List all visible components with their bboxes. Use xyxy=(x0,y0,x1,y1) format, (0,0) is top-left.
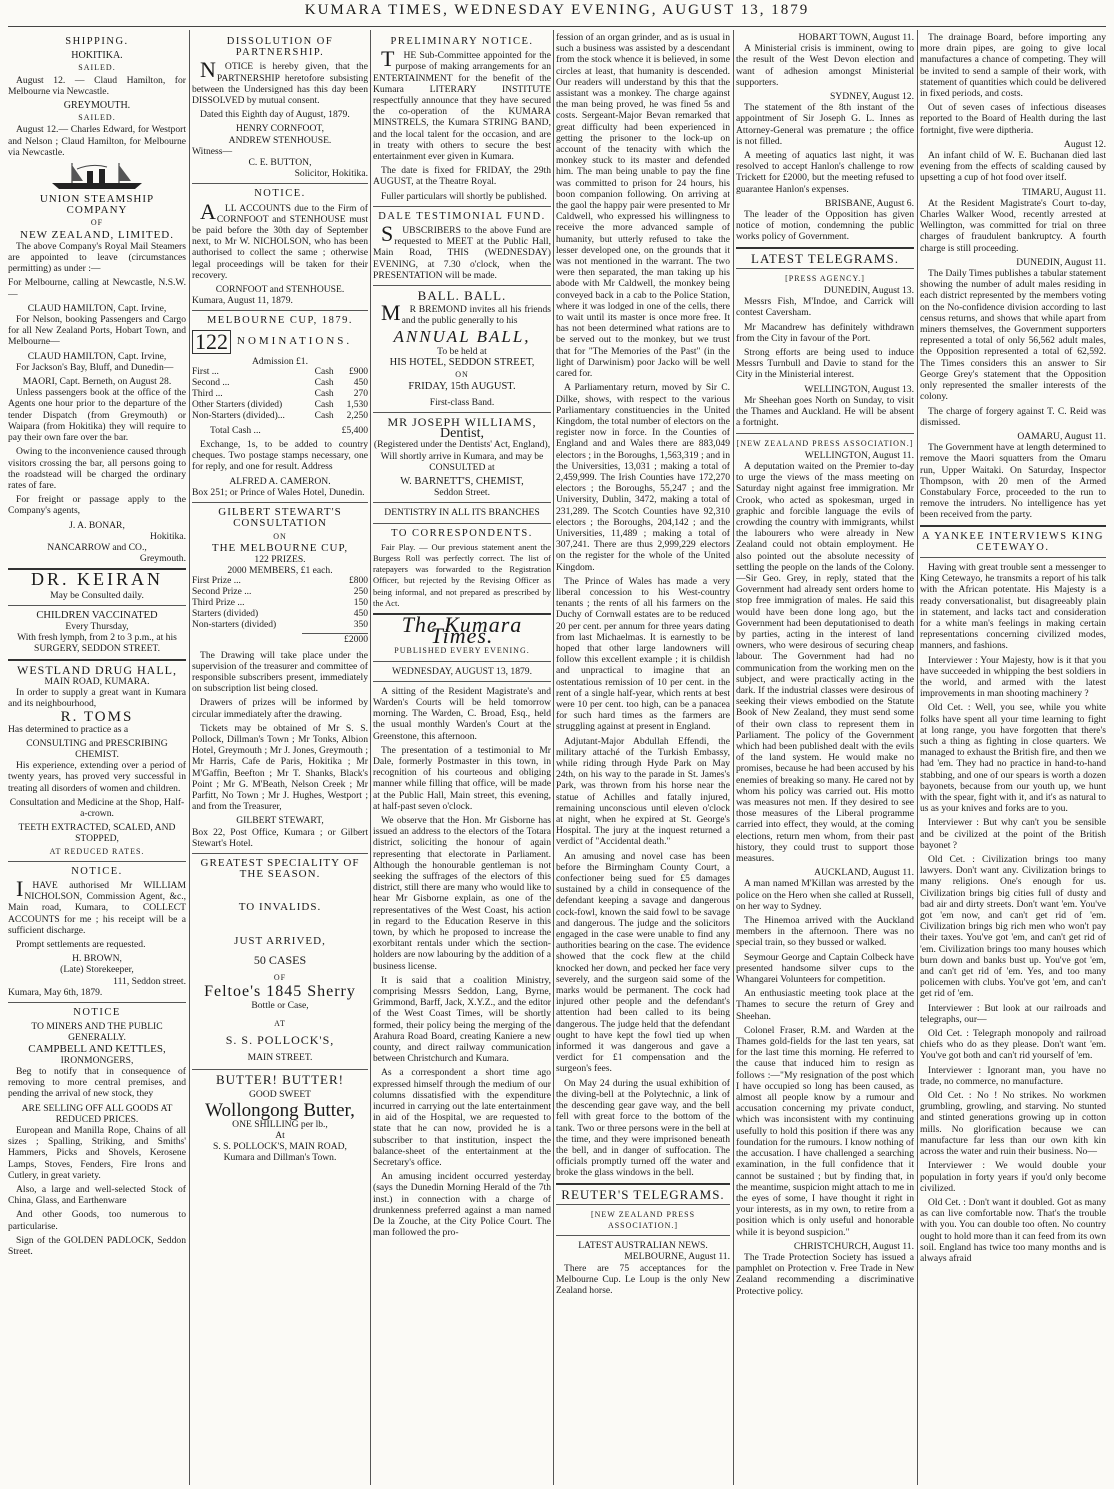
gprize-label: Non-starters (divided) xyxy=(192,620,277,631)
cameron-address: Box 251; or Prince of Wales Hotel, Dunedin. xyxy=(192,486,365,498)
bonar: J. A. BONAR, xyxy=(69,519,125,531)
divider xyxy=(192,183,368,184)
column-divider xyxy=(370,30,371,1485)
notice-heading: NOTICE. xyxy=(71,865,123,877)
masthead: KUMARA TIMES, WEDNESDAY EVENING, AUGUST 13, 1879 xyxy=(304,2,810,18)
telegram-paragraph: Mr Macandrew has definitely withdrawn from the City in favour of the Port. xyxy=(736,321,914,344)
consulting-chemist: CONSULTING and PRESCRIBING CHEMIST. xyxy=(26,737,168,760)
gilbert-prize-table xyxy=(192,576,368,631)
prize-row xyxy=(192,400,368,411)
shipping-heading: SHIPPING. xyxy=(65,36,129,47)
dunedin-dateline: DUNEDIN, August 11. xyxy=(1016,256,1106,268)
published-label: PUBLISHED EVERY EVENING. xyxy=(394,646,530,656)
telegram-paragraph: Out of seven cases of infectious diseases reported to the Board of Health during the last fortnight, five were diptheria. xyxy=(920,102,1106,136)
melbourne-dateline: MELBOURNE, August 11. xyxy=(624,1251,730,1263)
divider xyxy=(736,268,914,269)
invalids-heading: TO INVALIDS. xyxy=(238,901,322,914)
greatest-heading: GREATEST SPECIALITY OF THE SEASON. xyxy=(200,856,360,881)
dentistry: DENTISTRY IN ALL ITS BRANCHES xyxy=(384,507,540,519)
button-name: C. E. BUTTON, xyxy=(248,157,312,169)
toms-paragraph: Consultation and Medicine at the Shop, Half-a-crown. xyxy=(9,796,185,819)
telegram-paragraph: Colonel Fraser, R.M. and Warden at the Thames gold-fields for the last ten years, sat for the last time this morning. He referred to the cause that induced him to resign as follows :—"My resignation of the post which I have occupied so long has been caused, as almost all people know by a rumour and accusation concerning my private conduct, which was inconsistent with my continuing usefully to hold this position if there was any foundation for the rumours. I know nothing of the accusation. I have challenged a searching examination, in the full confidence that it cannot be sustained ; but by finding that, in the meantime, suspicion might attach to me in the eyes of some, I have thought it right in your interests, as in my own, to retire from a position which is only useful and honorable while it is beyond suspicion." xyxy=(736,1024,914,1238)
notice2-paragraph: ALL ACCOUNTS due to the Firm of CORNFOOT and STENHOUSE must be paid before the 30th day of September next, to Mr W. NICHOLSON, who has been authorised to collect the same ; otherwise legal proceedings will be taken for their recovery. xyxy=(192,198,368,281)
wellington-dateline: WELLINGTON, August 13. xyxy=(804,383,914,395)
miners-sub: TO MINERS AND THE PUBLIC GENERALLY. xyxy=(31,1021,163,1044)
barnett: W. BARNETT'S, CHEMIST, xyxy=(400,475,524,487)
teeth-extracted: TEETH EXTRACTED, SCALED, AND STOPPED, xyxy=(18,822,176,845)
claud-hamilton: CLAUD HAMILTON, Capt. Irvine, xyxy=(27,302,167,314)
cup-prize-table xyxy=(192,367,368,422)
melbourne-paragraph: There are 75 acceptances for the Melbourne Cup. Le Loup is the only New Zealand horse. xyxy=(556,1262,730,1296)
total-row xyxy=(192,425,368,436)
vaccinated: CHILDREN VACCINATED xyxy=(36,609,158,621)
prize-label: Third ... xyxy=(192,388,223,399)
notice2-date: Kumara, August 11, 1879. xyxy=(192,295,293,307)
brown-name: H. BROWN, xyxy=(72,953,122,965)
article-paragraph: A sitting of the Resident Magistrate's and Warden's Courts will be held tomorrow morning. The Warden, C. Broad, Esq., held the usual monthly Warden's Court at the Greenstone, this afternoon. xyxy=(373,685,551,742)
interview-paragraph: Interviewer : But why can't you be sensible and be civilized at the point of the British bayonet ? xyxy=(920,817,1106,851)
brown-date: Kumara, May 6th, 1879. xyxy=(8,986,103,998)
usc-paragraph: For Jackson's Bay, Bluff, and Dunedin— xyxy=(16,361,174,373)
gprize-amt: 450 xyxy=(353,609,368,620)
tickets-paragraph: Tickets may be obtained of Mr S. S. Pollock, Dillman's Town ; Mr Tonks, Albion Hotel, Greymouth ; Mr J. Jones, Greymouth ; Mr Harris, Cafe de Paris, Hokitika ; Mr M'Gaffin, Beefton ; Mr T. Shanks, Black's Point ; Mr G. M'Beath, Nelson Creek ; Mr Parfitt, No Town ; Mr J. Hughes, Westport ; and from the Treasurer, xyxy=(192,722,368,813)
pollock: S. S. POLLOCK'S, xyxy=(225,1032,335,1047)
usc-paragraph: Owing to the inconvenience caused through visitors crossing the bar, all persons going to the roadstead will be charged the ordinary rates of fare. xyxy=(8,446,186,491)
telegram-paragraph: The Trade Protection Society has issued a pamphlet on Protection v. Free Trade in New Zealand recommending a discriminative Protective policy. xyxy=(736,1251,914,1297)
gprize-label: First Prize ... xyxy=(192,576,241,587)
interview-paragraph: Old Cet. : Well, you see, while you white folks have spent all your time learning to fight at long range, you have forgotten that there's such a thing as fighting in close quarters. We managed to exhaust the British fire, and then we had 'em. They had no practice in hand-to-hand stabbing, and one of our spears is worth a dozen bayonets, because from our youth up, we hunt with the spear, fight with it, and it's as natural to us as your knives and forks are to you. xyxy=(920,702,1106,815)
interview-paragraph: Old Cet. : Telegraph monopoly and railroad chiefs who do as they please. Don't want 'em. You've got both and can't rid yourself of 'em. xyxy=(920,1028,1106,1062)
article-paragraph: We observe that the Hon. Mr Gisborne has issued an address to the electors of the Totara district, soliciting the honour of again representing that electorate in Parliament. Although the honourable gentleman is not seeking the suffrages of the electors of this district, still there are many who would like to hear Mr Gisborne explain, as one of the representatives of the West Coast, his action in regard to the Education Reserve in this town, by which he proposed to increase the exorbitant rentals under which the section-holders are now labouring by the addition of a business license. xyxy=(373,814,551,972)
interview-paragraph: Old Cet. : No ! No strikes. No workmen grumbling, growling, and starving. No stunted and stinted generations growing up in cotton mills. No glorification because we can manufacture far less than our own kith kin across the water and ruin their business. No— xyxy=(920,1090,1106,1158)
toms-paragraph: Has determined to practice as a xyxy=(8,723,129,735)
telegram-paragraph: The statement of the 8th instant of the appointment of Sir Joseph G. L. Innes as Attorney-General was premature ; the office is not filled. xyxy=(736,102,914,147)
nzpa-label: [NEW ZEALAND PRESS ASSOCIATION.] xyxy=(736,438,914,448)
divider xyxy=(373,412,551,413)
drawing-paragraph: The Drawing will take place under the supervision of the treasurer and committee of responsible subscribers present, immediately on subscription list being closed. xyxy=(192,649,368,695)
timaru-dateline: TIMARU, August 11. xyxy=(1022,186,1106,198)
keiran-sub: May be Consulted daily. xyxy=(50,589,144,601)
column-1 xyxy=(8,32,186,1484)
interview-paragraph: Having with great trouble sent a messenger to King Cetewayo, he transmits a report of his talk with the African potentate. His Majesty is a ready conversationalist, but disagreeably plain in statement, and lacks tact and consideration for a white man's feelings in making certain representations concerning civilized modes, manners, and fashions. xyxy=(920,561,1106,652)
hokitika-heading: HOKITIKA. xyxy=(71,50,123,62)
toms-paragraph: His experience, extending over a period of twenty years, has proved very successful in treating all disorders of women and children. xyxy=(8,760,186,794)
exchange-paragraph: Exchange, 1s, to be added to country cheques. Two postage stamps necessary, one for reply, and one for result. Address xyxy=(192,439,368,473)
divider xyxy=(373,206,551,207)
nzpa-label: [NEW ZEALAND PRESS ASSOCIATION.] xyxy=(590,1209,696,1230)
maori: MAORI, Capt. Berneth, on August 28. xyxy=(22,376,172,388)
divider xyxy=(8,605,186,606)
westland-heading: WESTLAND DRUG HALL, xyxy=(17,662,177,677)
divider xyxy=(192,853,368,854)
usc-paragraph: For Melbourne, calling at Newcastle, N.S.W.— xyxy=(8,277,186,300)
dissolution-date: Dated this Eighth day of August, 1879. xyxy=(200,109,350,121)
telegram-paragraph: The Government have at length determined to remove the Maori squatters from the Omaru run, Upper Waitaki. On Saturday, Inspector Thompson, with 20 men of the Armed Constabulary Force, proceeded to the run to remove the intruders. No intelligence has yet been received from the party. xyxy=(920,442,1106,521)
telegram-paragraph: Seymour George and Captain Colbeck have presented handsome silver cups to the Whangarei Volunteers for competition. xyxy=(736,951,914,986)
article-paragraph: Adjutant-Major Abdullah Effendi, the military attaché of the Turkish Embassy, while riding through Hyde Park on May 24th, on his way to the parade in St. James's Park, was thrown from his horse near the statue of Achilles and fatally injured, remaining unconscious until eleven o'clock at night, when he expired at St. George's Hospital. The jury at the inquest returned a verdict of "Accidental death." xyxy=(556,735,730,848)
newspaper-title: The Kumara Times. xyxy=(401,611,523,649)
telegram-paragraph: A deputation waited on the Premier to-day to urge the views of the mass meeting on Saturday night against free immigration. Mr Crook, who acted as spokesman, urged in graphic and forcible language the evils of crowding the country with immigrants, whilst the labourers who were already in New Zealand could not obtain employment. He also pointed out the absolute necessity of settling the people on the lands of the Colony.—Sir Geo. Grey, in reply, stated that the Government had already sent orders home to stop free immigration of males. He said this would have been done long ago, but the Government had been deputationised to death by parties, acting in the interest of land owners, who were desirous of securing cheap labour. The Government had had no communication from the working men on the subject, and were practically acting in the dark. If the industrial classes were desirous of seeking their views embodied on the Statute Book of New Zealand, they must send some of their own class to represent them in Parliament. The policy of the Government which had been published dealt with the evils of the land system. He would make no promises, because he had been accused by his enemies of breaking so many. He cared not by whom his policy was carried out. His motto was measures not men. If they desired to see those measures of the Liberal programme carried into effect, they would, at the coming elections, return men whom, from their past history, they could trust to support those measures. xyxy=(736,460,914,865)
sydney-dateline: SYDNEY, August 12. xyxy=(829,91,914,103)
telegram-paragraph: The leader of the Opposition has given notice of motion, condemning the public works policy of Government. xyxy=(736,209,914,243)
registered: (Registered under the Dentists' Act, England), xyxy=(373,439,551,451)
campbell-paragraph: European and Manilla Rope, Chains of all sizes ; Spalling, Striking, and Smiths' Hammers, Picks and Shovels, Kerosene Lamps, Stoves, Fenders, Fire Irons and Cutlery, in great variety. xyxy=(8,1125,186,1181)
article-paragraph: As a correspondent a short time ago expressed himself through the medium of our columns dissatisfied with the expenditure incurred in carrying out the late entertainment in aid of the Hospital, we are requested to state that he can now, provided he is a subscriber to that institution, inspect the balance-sheet of the entertainment at the Secretary's office. xyxy=(373,1067,551,1169)
dateline: WEDNESDAY, AUGUST 13, 1879. xyxy=(391,665,532,677)
press-agency: [PRESS AGENCY.] xyxy=(785,273,865,283)
telegram-paragraph: Mr Sheehan goes North on Sunday, to visit the Thames and Auckland. He will be absent a fortnight. xyxy=(736,394,914,429)
notice-paragraph: IHAVE authorised Mr WILLIAM NICHOLSON, Commission Agent, &c., Main road, Kumara, to COLLECT ACCOUNTS for me ; his receipt will be a sufficient discharge. xyxy=(8,876,186,936)
seddon-street: Seddon Street. xyxy=(434,487,490,499)
hokitika-text: August 12. — Claud Hamilton, for Melbourne via Newcastle. xyxy=(8,74,186,97)
notice2-heading: NOTICE. xyxy=(254,188,306,200)
westland-paragraph: In order to supply a great want in Kumara and its neighbourhood, xyxy=(8,686,186,710)
hobart-dateline: HOBART TOWN, August 11. xyxy=(798,32,914,43)
bottle-case: Bottle or Case, xyxy=(251,1000,309,1012)
top-rule xyxy=(8,26,1106,27)
gprize-row xyxy=(192,620,368,631)
dentist: Dentist, xyxy=(440,426,484,442)
gilbert-heading: GILBERT STEWART'S CONSULTATION xyxy=(218,506,342,530)
prize-amt: 2,250 xyxy=(346,410,368,421)
held-at: To be held at xyxy=(437,345,487,357)
gstewart-name: GILBERT STEWART, xyxy=(236,815,324,827)
visit: Will shortly arrive in Kumara, and may be CONSULTED at xyxy=(380,450,544,473)
prize-pay: Cash xyxy=(314,399,334,410)
nominations-label: NOMINATIONS. xyxy=(237,335,353,348)
prize-row xyxy=(192,389,368,400)
prize-amt: £900 xyxy=(349,366,368,377)
telegram-paragraph: The drainage Board, before importing any more drain pipes, are going to give local manufactures a chance of competing. They will be invited to send a sample of their work, with statement of quantities which could be delivered in fixed periods, and costs. xyxy=(920,32,1106,100)
prelim-paragraph: Fuller particulars will shortly be published. xyxy=(381,190,547,202)
gprize-amt: £800 xyxy=(349,576,368,587)
telegram-paragraph: Messrs Fish, M'Indoe, and Carrick will contest Caversham. xyxy=(736,296,914,319)
joseph-williams: MR JOSEPH WILLIAMS, xyxy=(387,414,537,429)
divider xyxy=(556,1183,730,1185)
melbourne-cup-heading: MELBOURNE CUP, 1879. xyxy=(206,315,354,327)
friday: FRIDAY, 15th AUGUST. xyxy=(408,381,516,393)
prize-pay: Cash xyxy=(314,388,334,399)
butter-heading: BUTTER! BUTTER! xyxy=(215,1072,344,1088)
wellington2-dateline: WELLINGTON, August 11. xyxy=(804,449,914,461)
gprize-amt: 350 xyxy=(353,620,368,631)
gstewart-address: Box 22, Post Office, Kumara ; or Gilbert Stewart's Hotel. xyxy=(192,826,368,849)
prize-row xyxy=(192,411,368,422)
campbell-paragraph: Sign of the GOLDEN PADLOCK, Seddon Street. xyxy=(8,1234,186,1258)
divider xyxy=(920,557,1106,558)
article-paragraph: The presentation of a testimonial to Mr Dale, formerly Postmaster in this town, in recognition of his courteous and obliging manner while filling that office, will be made at the Public Hall, Main street, this evening, at half-past seven o'clock. xyxy=(373,744,551,812)
column-4 xyxy=(556,32,730,1484)
ball-paragraph: MR BREMOND invites all his friends and the public generally to his xyxy=(381,300,551,327)
bonar-location: Hokitika. xyxy=(150,530,186,542)
column-divider xyxy=(553,30,554,1485)
witness-label: Witness— xyxy=(192,145,233,157)
gprize-amt: 150 xyxy=(353,598,368,609)
yankee-heading: A YANKEE INTERVIEWS KING CETEWAYO. xyxy=(921,530,1105,553)
prize-pay: Cash xyxy=(314,377,334,388)
prelim-paragraph: THE Sub-Committee appointed for the purpose of making arrangements for an ENTERTAINMENT for the benefit of the Kumara LITERARY INSTITUTE respectfully announce that they have secured the co-operation of the KUMARA MINSTRELS, the Kumara STRING BAND, and the local talent for the occasion, and are in treaty with others to secure the best entertainment ever given in Kumara. xyxy=(373,46,551,163)
correspondents-paragraph: Fair Play. — Our previous statement anent the Burgess Roll was perfectly correct. The list of ratepayers was forwarded to the Registration Officer, but rejected by the Revising Officer as being informal, and not prepared as prescribed by the Act. xyxy=(373,541,551,608)
divider xyxy=(736,433,914,434)
telegram-paragraph: The Daily Times publishes a tabular statement showing the number of adult males residing in each district represented by the members voting on the No-confidence division according to last census returns, and shows that while apart from miners themselves, the Government supporters represented a total of only 56,562 adult males, the Opposition represented a total of 62,592. The Times considers this an answer to Sir George Grey's statement that the Opposition only represented the smaller interests of the colony. xyxy=(920,268,1106,403)
dissolution-paragraph: NOTICE is hereby given, that the PARTNERSHIP heretofore subsisting between the Undersigned has this day been DISSOLVED by mutual consent. xyxy=(192,57,368,107)
selling-off: ARE SELLING OFF ALL GOODS AT REDUCED PRICES. xyxy=(21,1102,173,1125)
latest-australian: LATEST AUSTRALIAN NEWS. xyxy=(578,1240,708,1252)
notice-paragraph: Prompt settlements are requested. xyxy=(16,939,146,951)
interview-paragraph: Interviewer : We would double your population in forty years if you'd only become civilized. xyxy=(920,1160,1106,1194)
dale-paragraph: SUBSCRIBERS to the above Fund are requested to MEET at the Public Hall, Main Road, THIS (WEDNESDAY) EVENING, at 7.30 o'clock, when the PRESENTATION will be made. xyxy=(373,221,551,281)
kumara-town: Kumara and Dillman's Town. xyxy=(223,1152,337,1164)
brown-sub: (Late) Storekeeper, xyxy=(60,964,134,976)
gilbert-prizes: 122 PRIZES. xyxy=(254,553,306,565)
correspondents-heading: TO CORRESPONDENTS. xyxy=(391,527,533,539)
column-divider xyxy=(733,30,734,1485)
campbell-paragraph: And other Goods, too numerous to particularise. xyxy=(8,1209,186,1232)
divider xyxy=(920,525,1106,527)
nancarrow: NANCARROW and CO., xyxy=(47,541,147,553)
prize-row xyxy=(192,367,368,378)
article-paragraph: The Prince of Wales has made a very liberal concession to his West-country tenants ; the rents of all his farmers on the Duchy of Cornwall estates are to be reduced 20 per cent. per annum for three years dating from last Michaelmas. It is earnestly to be hoped that other large landowners will follow this excellent example ; it is childish and unpractical to imagine that an ostentatious remission of 10 per cent. in the rent of a single half-year, which rents at best were 10 per cent. too high, can be a panacea for such hard times as the farmers are struggling against at present in England. xyxy=(556,575,730,733)
ironmongers: IRONMONGERS, xyxy=(60,1054,134,1066)
fifty-cases: 50 CASES xyxy=(253,952,307,967)
total-label: Total Cash ... xyxy=(210,424,261,436)
telegram-paragraph: A meeting of aquatics last night, it was resolved to accept Hanlon's challenge to row Trickett for £2000, but the meeting refused to guarantee Hanlon's expenses. xyxy=(736,150,914,195)
just-arrived: JUST ARRIVED, xyxy=(234,934,326,947)
divider xyxy=(8,861,186,862)
vacc-lymph: With fresh lymph, from 2 to 3 p.m., at his xyxy=(17,632,177,644)
at2-label: At xyxy=(275,1130,285,1142)
stenhouse-name: ANDREW STENHOUSE. xyxy=(228,134,332,146)
christchurch-dateline: CHRISTCHURCH, August 11. xyxy=(793,1240,914,1252)
article-paragraph: fession of an organ grinder, and as is usual in such a business was assisted by a descendant from the stock whence it is believed, in some circles at least, that humanity is descended. Our readers will understand by this that the assistant was a monkey. The charge against the man being proved, he was fined 5s and costs. Sergeant-Major Bevan remarked that great difficulty had been experienced in getting the prisoner to the lock-up on account of the tenacity with which the monkey stuck to its master and defended him. The man being unable to pay the fine was committed to prison for 24 hours, his boon companion following. On arriving at the gaol the happy pair were presented to Mr Caldwell, who expressed his willingness to receive the more advanced sample of humanity, but utterly refused to take the lesser developed one, on the grounds that it was not mentioned in the warrant. The two were then separated, the man taking up his abode with Mr Caldwell, the monkey being conveyed back in a cab to the Police Station, where it was lodged in one of the cells, there to wait until its master is once more free. It has not been determined what rations are to be served out to the monkey, but we trust that for "The Memories of the Past" (in the light of Darwinism) poor Jacko will be well cared for. xyxy=(556,32,730,380)
interview-paragraph: Old Cet. : Civilization brings too many lawyers. Don't want any. Civilization brings to many religions. One's enough for us. Civilization brings big cities full of dusty and bad air and dirty streets. Don't want 'em. You've got 'em now, and can't get rid of 'em. Civilization brings big rich men who won't pay their taxes. You've got 'em, and can't get rid of 'em. Civilization brings too many houses which burn down and banks bust up. You've got 'em, and can't get rid of 'em. Yes, and too many policemen with clubs. You've got 'em, and can't get rid of 'em. xyxy=(920,854,1106,1000)
gilbert-cup: THE MELBOURNE CUP, xyxy=(211,541,349,554)
divider xyxy=(373,661,551,662)
interview-paragraph: Interviewer : Your Majesty, how is it that you have succeeded in whipping the best soldiers in the world, and armed with the latest improvements in man shooting machinery ? xyxy=(920,654,1106,700)
usc-paragraph: For Nelson, booking Passengers and Cargo for all New Zealand Ports, Hobart Town, and Melbourne— xyxy=(8,314,186,348)
prize-label: Other Starters (divided) xyxy=(192,399,283,410)
article-paragraph: An amusing and novel case has been before the Birmingham County Court, a confectioner being sued for £5 damages sustained by a child in consequence of the defendant keeping a savage and dangerous cock-fowl, known the said fowl to be savage and dangerous. The judge and the solicitors engaged in the case were unable to find any authorities bearing on the case. The evidence showed that the cock flew at the child knocked her down, and pecked her face very severely, and the surgeon said some of the marks would be permanent. The cock had injured other people and the defendant's attention had been called to its being dangerous. The judge held that the defendant ought to have kept the fowl tied up when informed it was dangerous and gave a verdict for £1 compensation and the surgeon's fees. xyxy=(556,850,730,1075)
miners-notice-heading: NOTICE xyxy=(73,1007,121,1019)
wollongong-butter: Wollongong Butter, xyxy=(205,1099,355,1121)
sailed-label: SAILED. xyxy=(78,113,116,123)
gprize-label: Starters (divided) xyxy=(192,609,259,620)
campbell-heading: CAMPBELL AND KETTLES, xyxy=(28,1042,166,1055)
reduced-rates: AT REDUCED RATES. xyxy=(49,846,145,856)
gprize-amt: 250 xyxy=(353,587,368,598)
telegram-paragraph: A Ministerial crisis is imminent, owing to the result of the West Devon election and want of adhesion amongst Ministerial supporters. xyxy=(736,43,914,88)
cornfoot-name: HENRY CORNFOOT, xyxy=(236,123,324,135)
prize-amt: 270 xyxy=(353,388,368,399)
claud-hamilton: CLAUD HAMILTON, Capt. Irvine, xyxy=(27,350,167,362)
oamaru-dateline: OAMARU, August 11. xyxy=(1017,430,1106,442)
of-label: OF xyxy=(273,972,287,982)
greymouth-heading: GREYMOUTH. xyxy=(63,100,131,112)
drawers-paragraph: Drawers of prizes will be informed by circular immediately after the drawing. xyxy=(192,697,368,720)
notice2-signature: CORNFOOT and STENHOUSE. xyxy=(215,284,345,296)
prize-amt: 450 xyxy=(353,377,368,388)
annual-ball: ANNUAL BALL, xyxy=(393,326,531,346)
brown-address: 111, Seddon street. xyxy=(113,975,186,987)
article-paragraph: It is said that a coalition Ministry, comprising Messrs Seddon, Lang, Byrne, Grimmond, Barff, Jack, X.Y.Z., and the editor of the West Coast Times, will be shortly formed, their policy being the merging of the Arahura Road Board, creating Kaniere a new county, and direct railway communication between Christchurch and Kumara. xyxy=(373,974,551,1065)
divider xyxy=(192,1069,368,1070)
telegram-paragraph: An infant child of W. E. Buchanan died last evening from the effects of scalding caused by upsetting a cup of hot food over itself. xyxy=(920,150,1106,184)
sherry: Feltoe's 1845 Sherry xyxy=(204,983,356,1001)
reuters-heading: REUTER'S TELEGRAMS. xyxy=(561,1186,725,1202)
usc-nz: NEW ZEALAND, LIMITED. xyxy=(20,228,174,241)
good-sweet: GOOD SWEET xyxy=(248,1089,312,1101)
prize-label: First ... xyxy=(192,366,219,377)
telegram-paragraph: An enthusiastic meeting took place at the Thames to secure the return of Grey and Sheehan. xyxy=(736,988,914,1022)
gprize-row xyxy=(192,598,368,609)
gilbert-on: ON xyxy=(273,531,287,541)
interview-paragraph: Interviewer : But look at our railroads and telegraphs, our— xyxy=(920,1002,1106,1025)
divider xyxy=(373,502,551,503)
main-street: MAIN STREET. xyxy=(247,1052,313,1063)
divider xyxy=(192,502,368,503)
prelim-heading: PRELIMINARY NOTICE. xyxy=(390,36,534,47)
telegram-paragraph: Strong efforts are being used to induce Messrs Turnbull and Davie to stand for the City in the Ministerial interest. xyxy=(736,347,914,381)
dunedin-dateline: DUNEDIN, August 13. xyxy=(823,285,914,297)
prize-pay: Cash xyxy=(314,410,334,421)
on-label: ON xyxy=(455,370,469,380)
surgery: SURGERY, SEDDON STREET. xyxy=(34,643,160,655)
aug12-dateline: August 12. xyxy=(1063,138,1106,150)
solicitor: Solicitor, Hokitika. xyxy=(294,168,368,180)
divider xyxy=(556,1235,730,1236)
westland-address: MAIN ROAD, KUMARA. xyxy=(44,675,150,687)
prize-label: Second ... xyxy=(192,377,230,388)
nominations-row xyxy=(192,330,368,354)
divider xyxy=(192,310,368,311)
gilbert-members: 2000 MEMBERS, £1 each. xyxy=(227,565,333,577)
gprize-row xyxy=(192,609,368,620)
band: First-class Band. xyxy=(429,396,495,408)
keiran-heading: DR. KEIRAN xyxy=(31,569,163,590)
prize-label: Non-Starters (divided)... xyxy=(192,410,285,421)
interview-paragraph: Old Cet. : Don't want it doubled. Got as many as can live comfortable now. That's the trouble with you. You can double too often. No country ought to hold more than it can feed from its own soil. England has twice too many months and is always afraid xyxy=(920,1196,1106,1264)
article-paragraph: On May 24 during the usual exhibition of the diving-bell at the Polytechnic, a link of the descending gear gave way, and the bell fell with great force to the bottom of the tank. Two or three persons were in the bell at the time, and they were imprisoned beneath the bell, and in danger of suffocation. The officials promptly turned off the water and broke the glass windows in the bell. xyxy=(556,1077,730,1179)
column-6 xyxy=(920,32,1106,1484)
vacc-every: Every Thursday, xyxy=(65,620,129,632)
dissolution-heading: DISSOLUTION OF PARTNERSHIP. xyxy=(226,36,334,59)
interview-paragraph: Interviewer : Ignorant man, you have no trade, no commerce, no manufacture. xyxy=(920,1064,1106,1087)
telegram-paragraph: The Hinemoa arrived with the Auckland members in the afternoon. There was no special train, so they bussed or walked. xyxy=(736,915,914,949)
usc-of: OF xyxy=(90,218,104,228)
usc-paragraph: The above Company's Royal Mail Steamers are appointed to leave (circumstances permitting) as under :— xyxy=(8,240,186,275)
column-2 xyxy=(192,32,368,1484)
divider xyxy=(8,1002,186,1003)
ball-heading: BALL. BALL. xyxy=(417,288,507,304)
nominations-number: 122 xyxy=(192,330,231,354)
column-5 xyxy=(736,32,914,1484)
at-label: AT xyxy=(274,1018,286,1028)
telegram-paragraph: At the Resident Magistrate's Court to-day, Charles Walker Wood, recently arrested at Wellington, was committed for trial on three charges of fraudulent bankruptcy. A fourth charge is still proceeding. xyxy=(920,197,1106,254)
nancarrow-location: Greymouth. xyxy=(139,553,186,565)
sailed-label: SAILED. xyxy=(78,63,116,73)
divider xyxy=(8,659,186,661)
divider xyxy=(373,681,551,682)
prize-pay: Cash xyxy=(314,366,334,377)
column-divider xyxy=(189,30,190,1485)
toms-name: R. TOMS xyxy=(60,709,134,726)
admission: Admission £1. xyxy=(252,355,308,367)
article-paragraph: A Parliamentary return, moved by Sir C. Dilke, shows, with respect to the various Parliamentary constituencies in the United Kingdom, the total number of electors on the register now in force. In the Counties of England and and Wales there are 883,049 electors ; in the Boroughs, 1,563,319 ; and in the Universities, 13,031 ; making a total of 2,459,999. The Irish Counties have 172,270 electors ; the Boroughs, 55,247 ; and the University, Dublin, 3472, making a total of 231,289. The Scotch Counties have 92,310 electors ; the Boroughs, 204,142 ; and the Universities, 11,489 ; making a total of 307,241. There are thus 2,999,229 electors on the register for the whole of the United Kingdom. xyxy=(556,382,730,573)
divider xyxy=(556,1204,730,1205)
latest-telegrams-heading: LATEST TELEGRAMS. xyxy=(751,250,899,266)
gprize-row xyxy=(192,587,368,598)
usc-heading: UNION STEAMSHIP COMPANY xyxy=(39,193,155,217)
article-paragraph: An amusing incident occurred yesterday (says the Dunedin Morning Herald of the 7th inst.) in connection with a charge of drunkenness preferred against a man named De la Zouche, at the City Police Court. The man followed the pro- xyxy=(373,1171,551,1239)
dale-heading: DALE TESTIMONIAL FUND. xyxy=(378,210,546,222)
campbell-paragraph: Beg to notify that in consequence of removing to more central premises, and pending the arrival of new stock, they xyxy=(8,1066,186,1100)
prize-row xyxy=(192,378,368,389)
gprize-label: Third Prize ... xyxy=(192,598,245,609)
hotel: HIS HOTEL, SEDDON STREET, xyxy=(389,357,535,369)
divider xyxy=(736,247,914,249)
usc-paragraph: For freight or passage apply to the Company's agents, xyxy=(8,494,186,517)
campbell-paragraph: Also, a large and well-selected Stock of China, Glass, and Earthenware xyxy=(8,1184,186,1207)
pollock2: S. S. POLLOCK'S, MAIN ROAD, xyxy=(213,1141,347,1153)
column-3 xyxy=(373,32,551,1484)
divider xyxy=(373,523,551,524)
brisbane-dateline: BRISBANE, August 6. xyxy=(824,197,914,209)
telegram-paragraph: A man named M'Killan was arrested by the police on the Hero when she called at Russell, on her way to Sydney. xyxy=(736,878,914,912)
divider xyxy=(373,285,551,286)
column-divider xyxy=(917,30,918,1485)
usc-paragraph: Unless passengers book at the office of the Agents one hour prior to the departure of the tender Dispatch (from Greymouth) or Waipara (from Hokitika) they will require to pay their own fare over the bar. xyxy=(8,387,186,444)
prize-amt: 1,530 xyxy=(346,399,368,410)
auckland-dateline: AUCKLAND, August 11. xyxy=(814,867,914,879)
gprize-row xyxy=(192,576,368,587)
gprize-label: Second Prize ... xyxy=(192,587,252,598)
shilling: ONE SHILLING per lb., xyxy=(232,1118,328,1130)
greymouth-text: August 12.— Charles Edward, for Westport and Nelson ; Claud Hamilton, for Melbourne via Newcastle. xyxy=(8,124,186,158)
gilbert-total: £2000 xyxy=(302,633,368,645)
total-amount: £5,400 xyxy=(341,424,368,436)
cameron-name: ALFRED A. CAMERON. xyxy=(229,475,331,487)
telegram-paragraph: The charge of forgery against T. C. Reid was dismissed. xyxy=(920,405,1106,428)
prelim-paragraph: The date is fixed for FRIDAY, the 29th AUGUST, at the Theatre Royal. xyxy=(373,165,551,188)
steamship-icon xyxy=(47,161,147,191)
